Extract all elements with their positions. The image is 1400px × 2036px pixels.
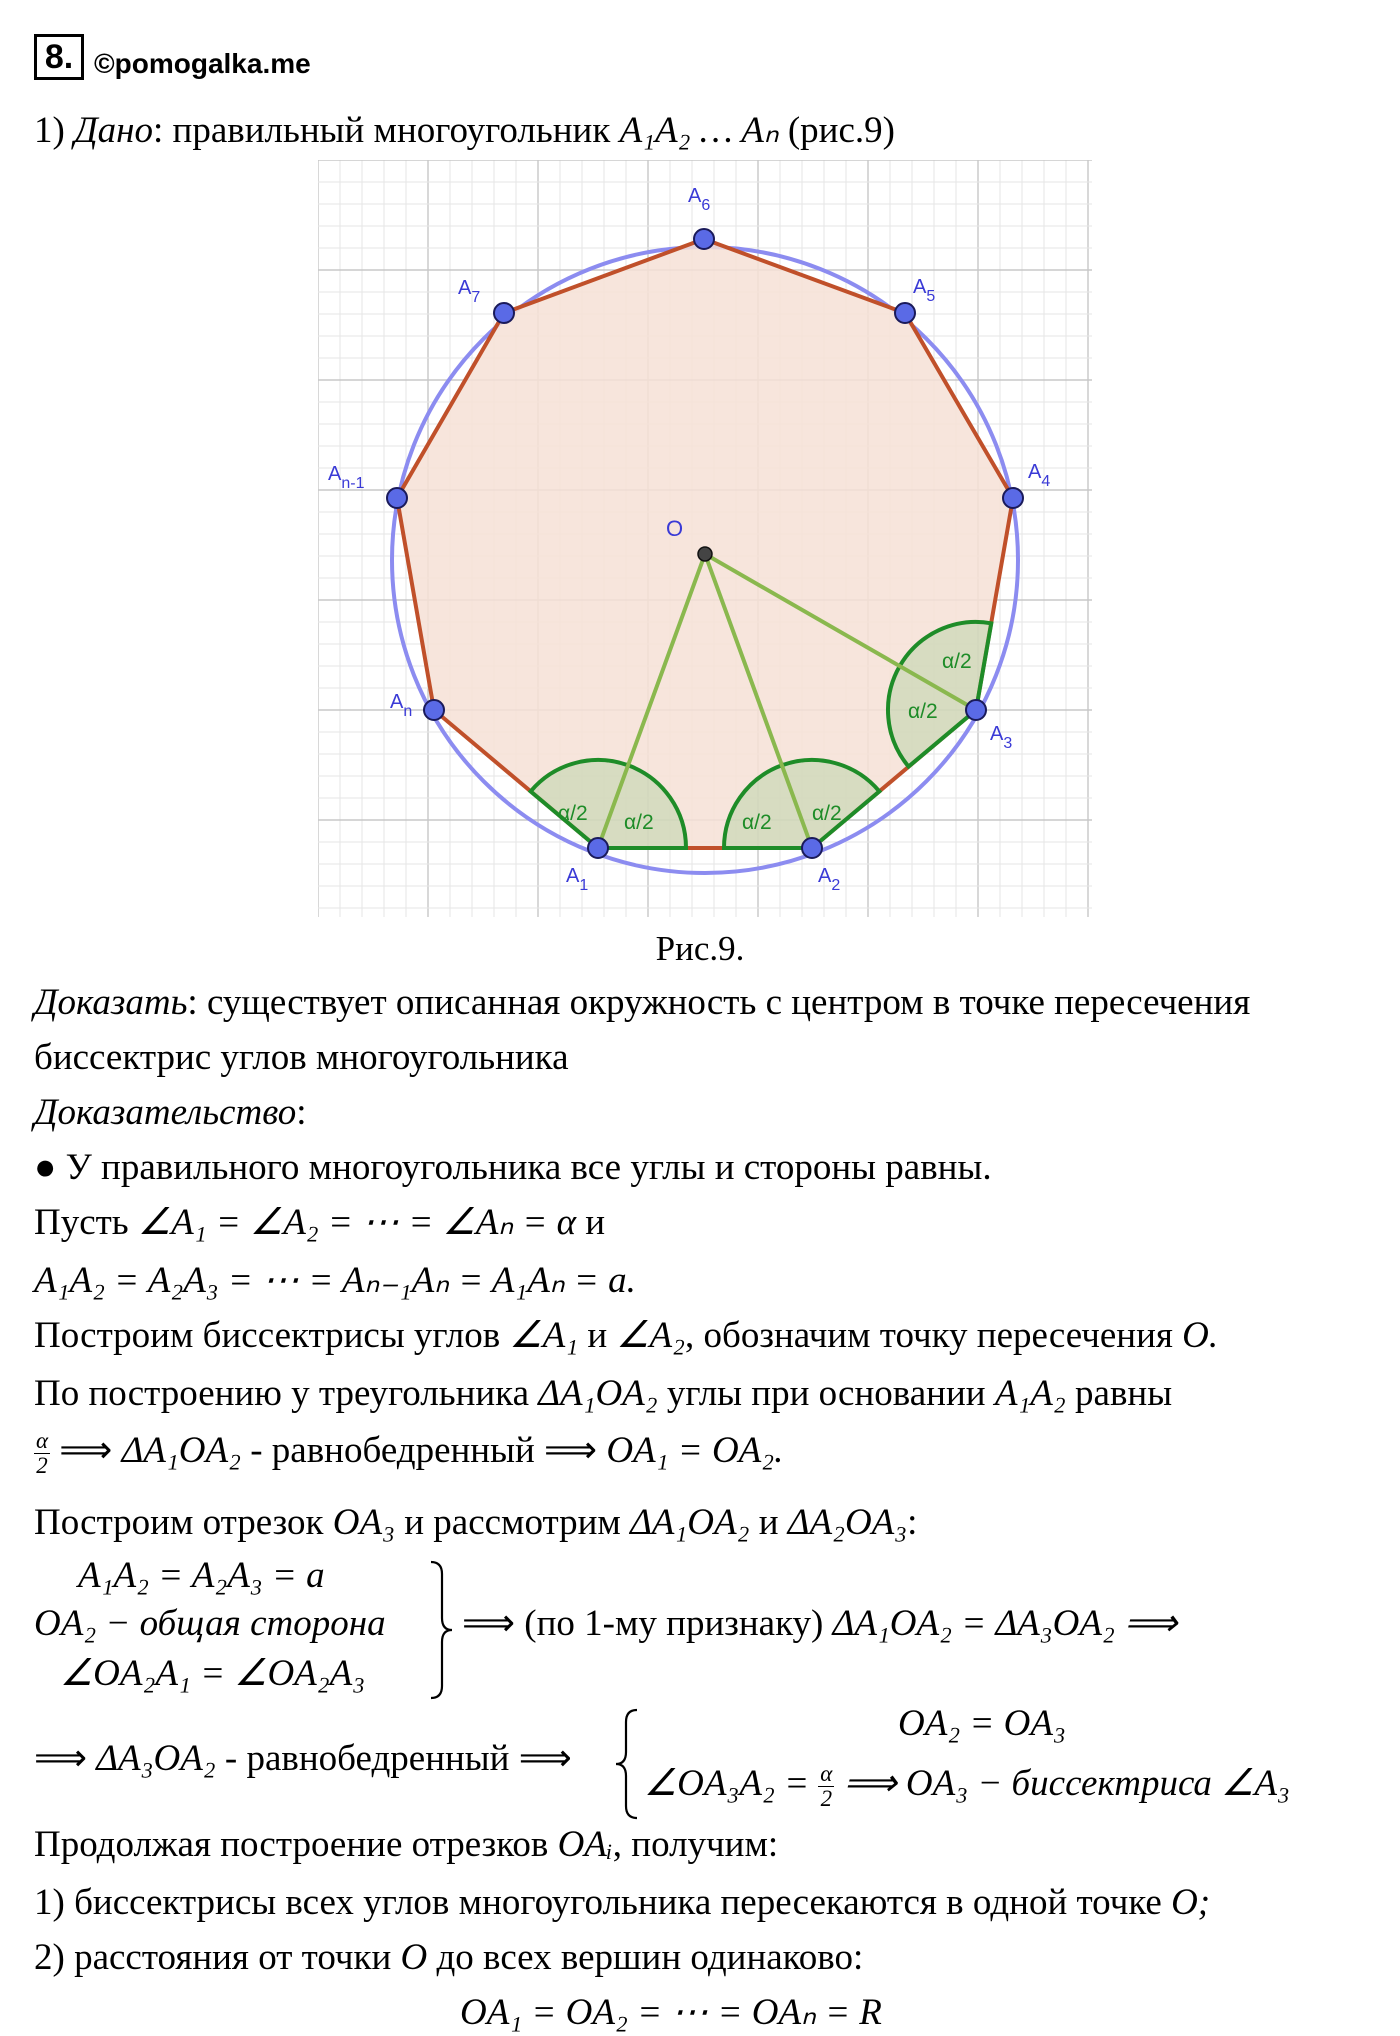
proof-line-3: A₁A₂ = A₂A₃ = ⋯ = Aₙ₋₁Aₙ = A₁Aₙ = a. bbox=[34, 1260, 636, 1301]
system2-row2: ∠OA₃A₂ = $\frac{\alpha}{2}$ ⟹ OA₃ − биссектриса ∠A₃ bbox=[644, 1760, 1290, 1812]
angle-label-A3-upper: α/2 bbox=[942, 650, 972, 673]
proof-line-7: Построим отрезок OA₃ и рассмотрим ΔA₁OA₂ и ΔA₂OA₃: bbox=[34, 1502, 918, 1543]
system1-conclusion: ⟹ (по 1-му признаку) ΔA₁OA₂ = ΔA₃OA₂ ⟹ bbox=[462, 1603, 1178, 1644]
angle-label-A1-left: α/2 bbox=[558, 802, 588, 825]
center-point bbox=[698, 547, 712, 561]
vertex-A7 bbox=[494, 303, 514, 323]
label-A4: $A_4$ bbox=[1028, 461, 1051, 490]
label-O: O bbox=[666, 516, 684, 541]
vertex-An1 bbox=[387, 488, 407, 508]
angle-label-A1-right: α/2 bbox=[624, 811, 654, 834]
vertex-A1 bbox=[588, 838, 608, 858]
proof-line-6: $\frac{\alpha}{2}$ ⟹ ΔA₁OA₂ - равнобедренный ⟹ OA₁ = OA₂. bbox=[36, 1427, 784, 1479]
label-An-1: $A_{n-1}$ bbox=[328, 463, 365, 492]
label-A1: $A_1$ bbox=[566, 865, 589, 894]
proof-line-1: ● У правильного многоугольника все углы и стороны равны. bbox=[34, 1147, 992, 1188]
proof-line-11: OA₁ = OA₂ = ⋯ = OAₙ = R bbox=[460, 1992, 882, 2033]
proof-line-10: 2) расстояния от точки O до всех вершин одинаково: bbox=[34, 1937, 864, 1978]
figure-caption: Рис.9. bbox=[655, 929, 745, 968]
proof-line-4: Построим биссектрисы углов ∠A₁ и ∠A₂, обозначим точку пересечения O. bbox=[34, 1315, 1219, 1356]
system2-row1: OA₂ = OA₃ bbox=[898, 1703, 1066, 1744]
given-formula: A₁A₂ … Aₙ bbox=[619, 110, 779, 151]
system1-brace bbox=[428, 1560, 454, 1700]
figure-9 bbox=[318, 160, 1092, 917]
angle-label-A3-lower: α/2 bbox=[908, 700, 938, 723]
vertex-An bbox=[424, 700, 444, 720]
vertex-A3 bbox=[966, 700, 986, 720]
proof-heading: Доказательство: bbox=[34, 1092, 307, 1133]
prove-line-2: биссектрис углов многоугольника bbox=[34, 1037, 569, 1078]
label-A2: $A_2$ bbox=[818, 865, 841, 894]
label-A3: $A_3$ bbox=[990, 723, 1013, 752]
vertex-A2 bbox=[802, 838, 822, 858]
label-An: $A_n$ bbox=[390, 691, 413, 720]
site-watermark: ©pomogalka.me bbox=[94, 48, 311, 79]
system1-row2: OA₂ − общая сторона bbox=[34, 1603, 386, 1644]
prove-line-1: Доказать: существует описанная окружность с центром в точке пересечения bbox=[34, 982, 1251, 1023]
problem-number: 8. bbox=[34, 34, 84, 80]
proof-line-8: Продолжая построение отрезков OAᵢ, получим: bbox=[34, 1824, 779, 1865]
proof-line-9: 1) биссектрисы всех углов многоугольника пересекаются в одной точке O; bbox=[34, 1882, 1211, 1923]
system2-brace bbox=[614, 1708, 640, 1820]
vertex-A6 bbox=[694, 229, 714, 249]
label-A5: $A_5$ bbox=[913, 276, 936, 305]
given-word: Дано bbox=[74, 110, 153, 151]
proof-line-5: По построению у треугольника ΔA₁OA₂ углы при основании A₁A₂ равны bbox=[34, 1373, 1173, 1414]
fraction-alpha-half: $\frac{\alpha}{2}$ bbox=[36, 1427, 49, 1479]
given-line: 1) Дано: правильный многоугольник A₁A₂ … Aₙ (рис.9) bbox=[34, 110, 895, 151]
vertex-A5 bbox=[895, 303, 915, 323]
vertex-A4 bbox=[1003, 488, 1023, 508]
system1-row1: A₁A₂ = A₂A₃ = a bbox=[78, 1555, 325, 1596]
system2-premise: ⟹ ΔA₃OA₂ - равнобедренный ⟹ bbox=[34, 1738, 572, 1779]
angle-label-A2-left: α/2 bbox=[742, 811, 772, 834]
system1-row3: ∠OA₂A₁ = ∠OA₂A₃ bbox=[60, 1653, 366, 1694]
label-A7: $A_7$ bbox=[458, 277, 481, 306]
proof-line-2: Пусть ∠A₁ = ∠A₂ = ⋯ = ∠Aₙ = α и bbox=[34, 1202, 606, 1243]
label-A6: $A_6$ bbox=[688, 185, 711, 214]
angle-label-A2-right: α/2 bbox=[812, 802, 842, 825]
